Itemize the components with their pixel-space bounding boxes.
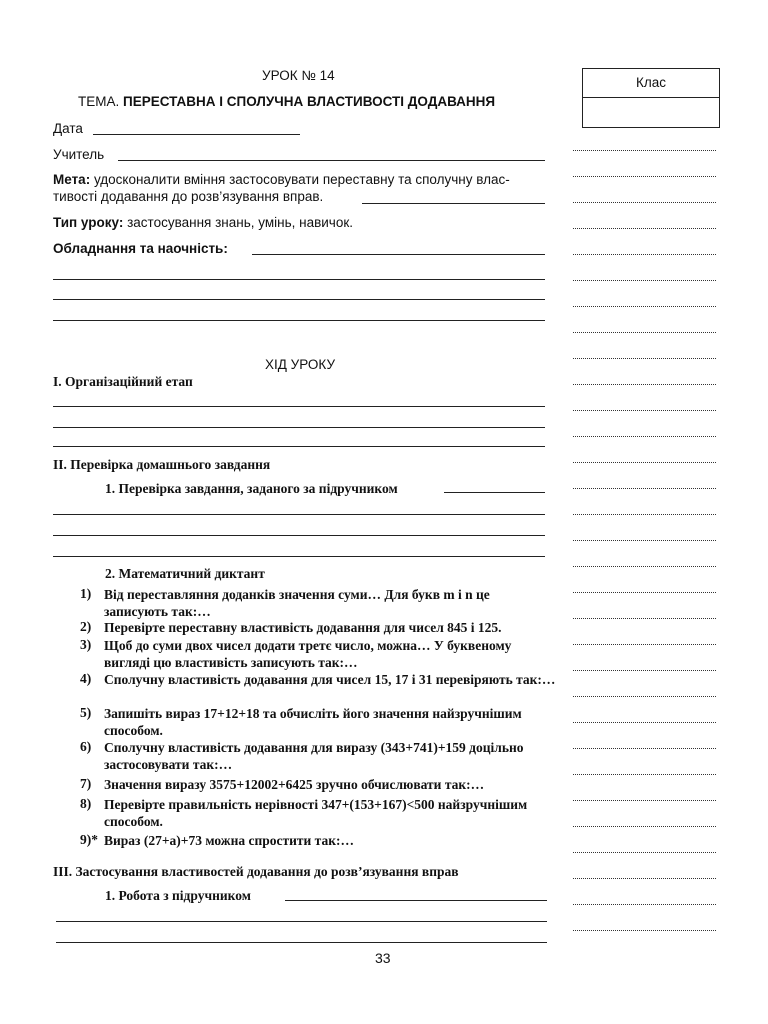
margin-note-line[interactable] (573, 228, 716, 229)
margin-note-line[interactable] (573, 618, 716, 619)
section-3-heading: III. Застосування властивостей додавання до розв’язування вправ (53, 864, 459, 879)
dictation-item: Сполучну властивість додавання для виразу (343+741)+159 доцільно застосовувати так:… (104, 740, 524, 772)
goal-line[interactable] (362, 203, 545, 204)
type-label: Тип уроку: (53, 215, 124, 230)
margin-note-line[interactable] (573, 722, 716, 723)
margin-note-line[interactable] (573, 150, 716, 151)
dictation-item-number: 5) (80, 705, 92, 720)
class-box (582, 68, 720, 128)
section-2-1-heading: 1. Перевірка завдання, заданого за підручником (105, 481, 398, 496)
equipment-line[interactable] (252, 254, 545, 255)
dictation-item: Сполучну властивість додавання для чисел 15, 17 і 31 перевіряють так:… (104, 672, 556, 687)
blank-line[interactable] (56, 921, 547, 922)
blank-line[interactable] (53, 299, 545, 300)
goal-text-1: удосконалити вміння застосовувати переставну та сполучну влас- (93, 172, 510, 187)
blank-line[interactable] (53, 279, 545, 280)
dictation-item: Перевірте переставну властивість додавання для чисел 845 і 125. (104, 620, 502, 635)
goal-text-2: тивості додавання до розв’язування вправ. (53, 189, 324, 204)
blank-line[interactable] (53, 427, 545, 428)
type-text: застосування знань, умінь, навичок. (127, 215, 353, 230)
margin-note-line[interactable] (573, 488, 716, 489)
margin-note-line[interactable] (573, 800, 716, 801)
margin-note-line[interactable] (573, 878, 716, 879)
margin-note-line[interactable] (573, 852, 716, 853)
topic-line (78, 94, 495, 109)
margin-note-line[interactable] (573, 540, 716, 541)
dictation-item: Запишіть вираз 17+12+18 та обчисліть його значення найзручнішим способом. (104, 706, 522, 738)
topic-title: ПЕРЕСТАВНА І СПОЛУЧНА ВЛАСТИВОСТІ ДОДАВАННЯ (123, 94, 496, 109)
section-3-1-heading: 1. Робота з підручником (105, 888, 251, 903)
dictation-item-number: 9)* (80, 832, 98, 847)
margin-note-line[interactable] (573, 514, 716, 515)
dictation-item: Перевірте правильність нерівності 347+(153+167)<500 найзручнішим способом. (104, 797, 528, 829)
blank-line[interactable] (53, 535, 545, 536)
margin-note-line[interactable] (573, 280, 716, 281)
course-title: ХІД УРОКУ (265, 357, 336, 372)
dictation-item: Від переставляння доданків значення суми… Для букв m і n це записують так:… (104, 587, 490, 619)
margin-note-line[interactable] (573, 592, 716, 593)
margin-note-line[interactable] (573, 462, 716, 463)
topic-prefix: ТЕМА. (78, 94, 120, 109)
dictation-item-number: 4) (80, 671, 92, 686)
margin-note-line[interactable] (573, 748, 716, 749)
margin-note-line[interactable] (573, 930, 716, 931)
dictation-item: Вираз (27+a)+73 можна спростити так:… (104, 833, 355, 848)
margin-note-line[interactable] (573, 306, 716, 307)
margin-note-line[interactable] (573, 410, 716, 411)
answer-line[interactable] (285, 900, 547, 901)
dictation-item-number: 3) (80, 637, 92, 652)
margin-note-line[interactable] (573, 254, 716, 255)
margin-note-line[interactable] (573, 670, 716, 671)
goal-line-1 (53, 172, 510, 187)
dictation-item-number: 7) (80, 776, 92, 791)
blank-line[interactable] (53, 446, 545, 447)
goal-label: Мета: (53, 172, 91, 187)
margin-note-line[interactable] (573, 566, 716, 567)
margin-note-line[interactable] (573, 774, 716, 775)
dictation-item-number: 2) (80, 619, 92, 634)
blank-line[interactable] (56, 942, 547, 943)
answer-line[interactable] (444, 492, 545, 493)
page-number: 33 (375, 950, 391, 966)
dictation-item-number: 8) (80, 796, 92, 811)
section-2-heading: II. Перевірка домашнього завдання (53, 457, 271, 472)
section-1-heading: I. Організаційний етап (53, 374, 193, 389)
dictation-item-number: 1) (80, 586, 92, 601)
lesson-number: УРОК № 14 (262, 68, 335, 83)
class-box-divider (583, 97, 719, 98)
type-line (53, 215, 353, 230)
margin-note-line[interactable] (573, 436, 716, 437)
teacher-label: Учитель (53, 147, 105, 162)
margin-note-line[interactable] (573, 332, 716, 333)
margin-note-line[interactable] (573, 826, 716, 827)
margin-note-line[interactable] (573, 202, 716, 203)
blank-line[interactable] (53, 514, 545, 515)
blank-line[interactable] (53, 556, 545, 557)
class-label: Клас (636, 75, 666, 90)
margin-note-line[interactable] (573, 176, 716, 177)
dictation-item: Значення виразу 3575+12002+6425 зручно обчислювати так:… (104, 777, 485, 792)
margin-note-line[interactable] (573, 358, 716, 359)
margin-note-line[interactable] (573, 696, 716, 697)
date-line[interactable] (93, 134, 300, 135)
blank-line[interactable] (53, 320, 545, 321)
date-label: Дата (53, 121, 83, 136)
blank-line[interactable] (53, 406, 545, 407)
margin-note-line[interactable] (573, 644, 716, 645)
margin-note-line[interactable] (573, 904, 716, 905)
dictation-item: Щоб до суми двох чисел додати третє число, можна… У буквеному вигляді цю властивість записують так:… (104, 638, 512, 670)
margin-note-line[interactable] (573, 384, 716, 385)
section-2-2-heading: 2. Математичний диктант (105, 566, 265, 581)
equipment-label: Обладнання та наочність: (53, 241, 228, 256)
teacher-line[interactable] (118, 160, 545, 161)
dictation-item-number: 6) (80, 739, 92, 754)
